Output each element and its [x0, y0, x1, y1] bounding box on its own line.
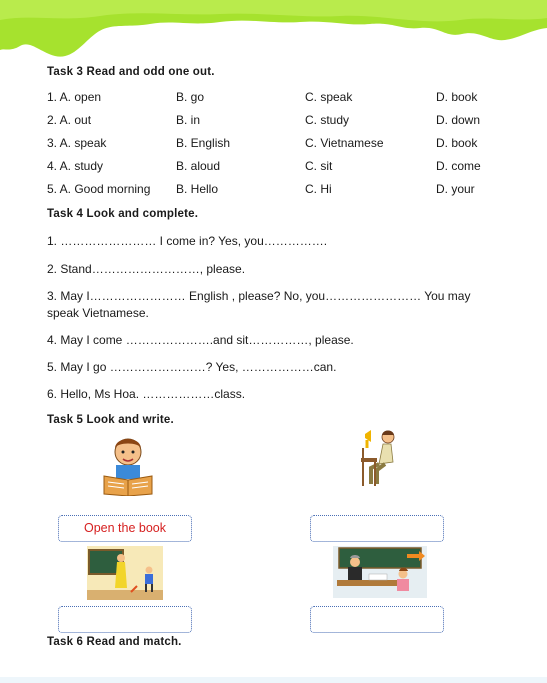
boy-reading-book-image: [100, 434, 156, 496]
option-b: B. aloud: [176, 159, 221, 173]
answer-box-4[interactable]: [310, 606, 444, 633]
option-a: 2. A. out: [47, 113, 92, 127]
option-a: 4. A. study: [47, 159, 104, 173]
task6-heading: Task 6 Read and match.: [47, 636, 182, 648]
answer-box-3[interactable]: [58, 606, 192, 633]
task4-item-1: 1. …………………… I come in? Yes, you…………….: [47, 234, 328, 248]
task4-item-4: 4. May I come ………………….and sit……………, please.: [47, 333, 354, 347]
option-d: D. down: [436, 113, 481, 127]
option-b: B. English: [176, 136, 231, 150]
task3-row-5: [47, 182, 517, 198]
task3-row-4: [47, 159, 517, 175]
green-wave-banner: [0, 0, 547, 62]
task3-row-1: [47, 90, 517, 106]
option-a: 5. A. Good morning: [47, 182, 151, 196]
task3-row-3: [47, 136, 517, 152]
task5-heading: Task 5 Look and write.: [47, 414, 174, 426]
option-a: 1. A. open: [47, 90, 102, 104]
footer-band: [0, 677, 547, 683]
option-c: C. study: [305, 113, 350, 127]
option-c: C. Vietnamese: [305, 136, 384, 150]
option-b: B. in: [176, 113, 201, 127]
answer-box-1[interactable]: Open the book: [58, 515, 192, 542]
option-c: C. Hi: [305, 182, 332, 196]
option-b: B. go: [176, 90, 205, 104]
option-d: D. book: [436, 136, 478, 150]
task3-heading: Task 3 Read and odd one out.: [47, 66, 215, 78]
task4-item-5: 5. May I go ……………………? Yes, ………………can.: [47, 360, 337, 374]
classroom-teacher-image: [87, 546, 163, 600]
option-d: D. book: [436, 90, 478, 104]
task4-item-3: 3. May I…………………… English , please? No, you…………………… You may speak Vietnamese.: [47, 289, 471, 320]
task4-item-2: 2. Stand………………………, please.: [47, 262, 246, 276]
option-a: 3. A. speak: [47, 136, 107, 150]
option-b: B. Hello: [176, 182, 219, 196]
option-d: D. come: [436, 159, 481, 173]
task4-heading: Task 4 Look and complete.: [47, 208, 199, 220]
option-c: C. speak: [305, 90, 353, 104]
task3-row-2: [47, 113, 517, 129]
answer-box-2[interactable]: [310, 515, 444, 542]
option-d: D. your: [436, 182, 475, 196]
sit-down-image: [355, 428, 405, 490]
task4-item-6: 6. Hello, Ms Hoa. ………………class.: [47, 387, 246, 401]
classroom-desk-image: [333, 546, 427, 598]
option-c: C. sit: [305, 159, 333, 173]
